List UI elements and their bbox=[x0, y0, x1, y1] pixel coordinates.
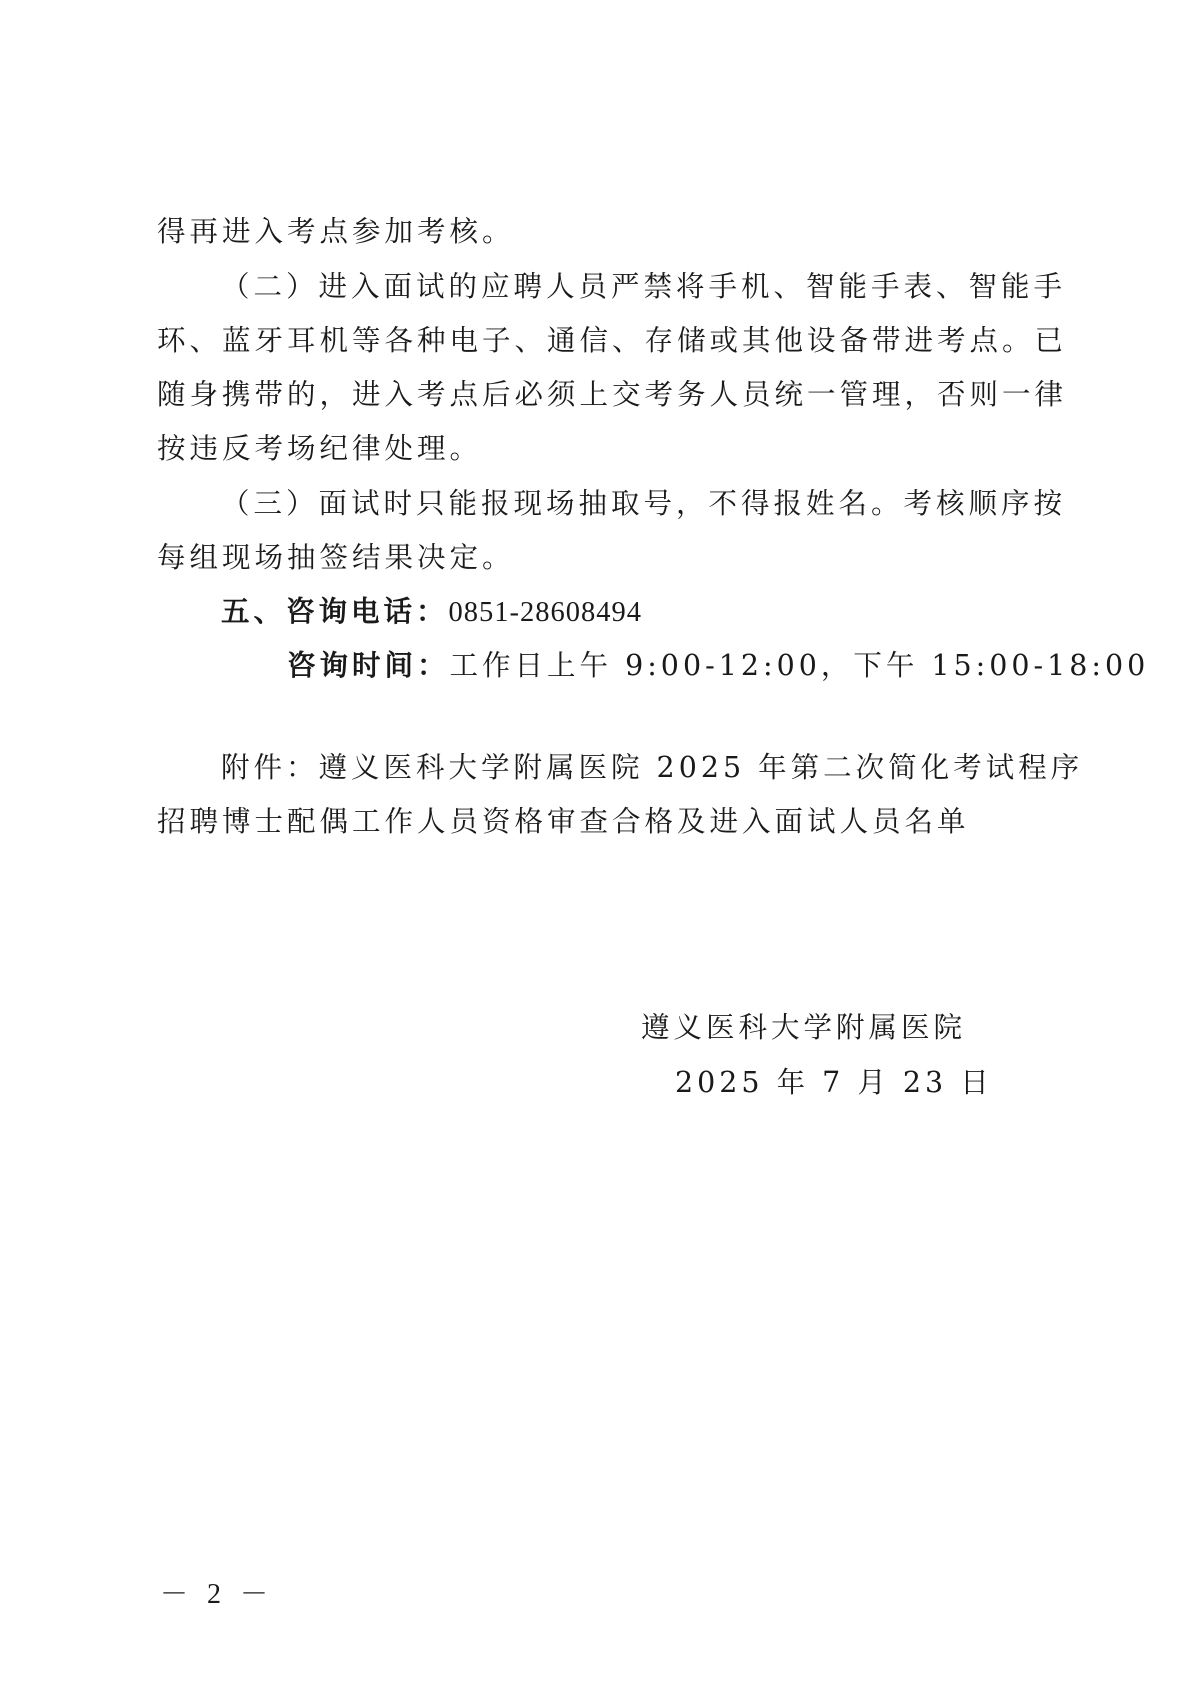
paragraph-3-line-2: 每组现场抽签结果决定。 bbox=[157, 541, 515, 574]
attachment-line-1: 附件：遵义医科大学附属医院 2025 年第二次简化考试程序 bbox=[221, 751, 1084, 784]
contact-hours-value: 工作日上午 9:00-12:00，下午 15:00-18:00 bbox=[449, 649, 1150, 682]
signature-organization: 遵义医科大学附属医院 bbox=[641, 1011, 967, 1044]
contact-phone-label: 五、咨询电话： bbox=[221, 595, 449, 628]
paragraph-2 bbox=[157, 260, 1068, 422]
paragraph-3 bbox=[157, 477, 1067, 531]
contact-phone-row bbox=[157, 585, 1053, 640]
attachment-block bbox=[157, 741, 1084, 795]
paragraph-2-end bbox=[157, 422, 1053, 476]
contact-phone-value: 0851-28608494 bbox=[448, 597, 643, 628]
paragraph-1-line-1: 得再进入考点参加考核。 bbox=[157, 215, 515, 248]
contact-hours-label: 咨询时间： bbox=[287, 649, 450, 682]
contact-hours-row bbox=[287, 639, 1150, 693]
paragraph-2-line-2: 环、蓝牙耳机等各种电子、通信、存储或其他设备带进考点。已 bbox=[157, 324, 1068, 357]
paragraph-2-line-4: 按违反考场纪律处理。 bbox=[157, 432, 483, 465]
paragraph-2-line-3: 随身携带的，进入考点后必须上交考务人员统一管理，否则一律 bbox=[157, 378, 1068, 411]
paragraph-3-end bbox=[157, 531, 1053, 585]
attachment-block-end bbox=[157, 795, 1053, 849]
paragraph-1 bbox=[157, 205, 1053, 259]
signature-date: 2025 年 7 月 23 日 bbox=[675, 1066, 993, 1099]
attachment-line-2: 招聘博士配偶工作人员资格审查合格及进入面试人员名单 bbox=[157, 805, 970, 838]
paragraph-3-line-1: （三）面试时只能报现场抽取号，不得报姓名。考核顺序按 bbox=[221, 487, 1067, 520]
page-number: － 2 － bbox=[160, 1579, 275, 1610]
paragraph-2-line-1: （二）进入面试的应聘人员严禁将手机、智能手表、智能手 bbox=[221, 270, 1067, 303]
